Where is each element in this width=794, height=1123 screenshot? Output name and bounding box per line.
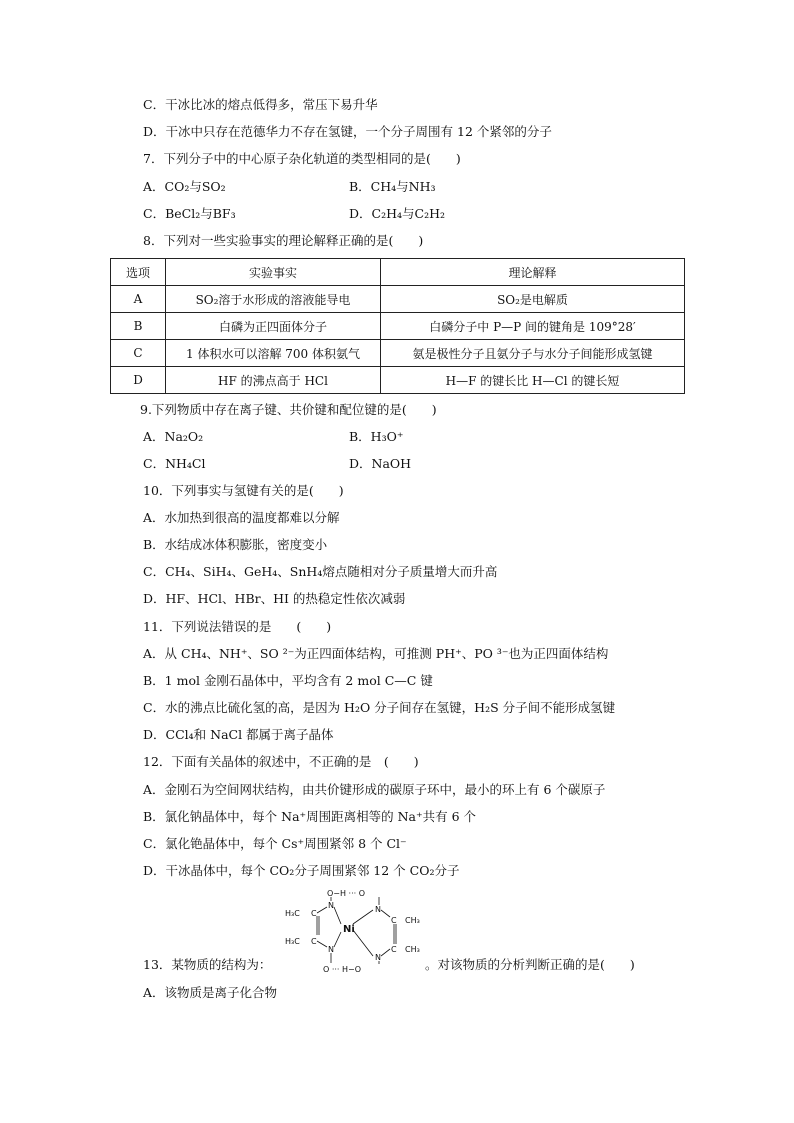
table-row	[111, 367, 685, 394]
table-cell: B	[111, 313, 166, 340]
left-bottom-carbon: C	[311, 937, 317, 946]
q10-stem: 10．下列事实与氢键有关的是( )	[143, 483, 344, 498]
q9-option-c: C．NH₄Cl	[143, 456, 206, 471]
q10-option-b: B．水结成冰体积膨胀，密度变小	[143, 537, 328, 552]
table-header-cell: 理论解释	[381, 259, 685, 286]
q10-option-c: C．CH₄、SiH₄、GeH₄、SnH₄熔点随相对分子质量增大而升高	[143, 564, 498, 579]
right-bottom-carbon: C	[391, 945, 397, 954]
q9-option-d: D．NaOH	[349, 456, 412, 471]
q8-stem: 8．下列对一些实验事实的理论解释正确的是( )	[143, 233, 424, 248]
q13-stem-tail: 。对该物质的分析判断正确的是( )	[425, 957, 635, 972]
right-bottom-nitrogen: N	[375, 953, 381, 962]
left-bottom-methyl: H₃C	[285, 937, 300, 946]
structure-svg	[283, 886, 425, 974]
q11-option-d: D．CCl₄和 NaCl 都属于离子晶体	[143, 727, 334, 742]
table-cell: 白磷为正四面体分子	[166, 313, 381, 340]
q11-option-a: A．从 CH₄、NH⁺、SO ²⁻为正四面体结构，可推测 PH⁺、PO ³⁻也为正四面体结构	[143, 646, 609, 661]
q12-option-b: B．氯化钠晶体中，每个 Na⁺周围距离相等的 Na⁺共有 6 个	[143, 809, 477, 824]
table-row	[111, 340, 685, 367]
table-cell: SO₂是电解质	[381, 286, 685, 313]
q12-option-c: C．氯化铯晶体中，每个 Cs⁺周围紧邻 8 个 Cl⁻	[143, 836, 407, 851]
q11-stem: 11．下列说法错误的是 ( )	[143, 619, 332, 634]
right-top-carbon: C	[391, 916, 397, 925]
table-row	[111, 286, 685, 313]
q7-option-c: C．BeCl₂与BF₃	[143, 206, 236, 221]
table-cell: A	[111, 286, 166, 313]
q10-option-a: A．水加热到很高的温度都难以分解	[143, 510, 340, 525]
right-top-nitrogen: N	[375, 905, 381, 914]
bottom-hydrogen-bridge: O ··· H−O	[323, 965, 362, 974]
q13-option-a: A．该物质是离子化合物	[143, 985, 278, 1000]
q12-stem: 12．下面有关晶体的叙述中，不正确的是 ( )	[143, 754, 419, 769]
top-hydrogen-bridge: O−H ··· O	[327, 889, 366, 898]
table-cell: C	[111, 340, 166, 367]
q11-option-b: B．1 mol 金刚石晶体中，平均含有 2 mol C—C 键	[143, 673, 433, 688]
table-cell: H—F 的键长比 H—Cl 的键长短	[381, 367, 685, 394]
q13-stem: 13．某物质的结构为：	[143, 957, 272, 972]
table-cell: SO₂溶于水形成的溶液能导电	[166, 286, 381, 313]
q7-option-a: A．CO₂与SO₂	[143, 179, 226, 194]
nickel-atom: Ni	[343, 924, 355, 935]
table-cell: 氨是极性分子且氨分子与水分子间能形成氢键	[381, 340, 685, 367]
table-cell: 白磷分子中 P—P 间的键角是 109°28′	[381, 313, 685, 340]
q6-option-c: C．干冰比冰的熔点低得多，常压下易升华	[143, 97, 378, 112]
table-header-cell: 选项	[111, 259, 166, 286]
q12-option-a: A．金刚石为空间网状结构，由共价键形成的碳原子环中，最小的环上有 6 个碳原子	[143, 782, 606, 797]
table-header-row	[111, 259, 685, 286]
left-top-methyl: H₃C	[285, 909, 300, 918]
right-top-methyl: CH₃	[405, 916, 420, 925]
q7-option-b: B．CH₄与NH₃	[349, 179, 436, 194]
q12-option-d: D．干冰晶体中，每个 CO₂分子周围紧邻 12 个 CO₂分子	[143, 863, 460, 878]
q6-option-d: D．干冰中只存在范德华力不存在氢键，一个分子周围有 12 个紧邻的分子	[143, 124, 552, 139]
q9-option-b: B．H₃O⁺	[349, 429, 404, 444]
q8-table	[110, 258, 685, 394]
q9-stem: 9.下列物质中存在离子键、共价键和配位键的是( )	[140, 402, 437, 417]
nickel-dimethylglyoxime-structure	[283, 886, 425, 974]
left-bottom-nitrogen: N	[328, 945, 334, 954]
left-top-nitrogen: N	[328, 901, 334, 910]
q9-option-a: A．Na₂O₂	[143, 429, 204, 444]
q7-option-d: D．C₂H₄与C₂H₂	[349, 206, 445, 221]
q7-stem: 7．下列分子中的中心原子杂化轨道的类型相同的是( )	[143, 151, 461, 166]
right-bottom-methyl: CH₃	[405, 945, 420, 954]
table-cell: 1 体积水可以溶解 700 体积氨气	[166, 340, 381, 367]
q11-option-c: C．水的沸点比硫化氢的高，是因为 H₂O 分子间存在氢键，H₂S 分子间不能形成氢键	[143, 700, 616, 715]
q10-option-d: D．HF、HCl、HBr、HI 的热稳定性依次减弱	[143, 591, 406, 606]
table-header-cell: 实验事实	[166, 259, 381, 286]
table-cell: D	[111, 367, 166, 394]
left-top-carbon: C	[311, 909, 317, 918]
table-row	[111, 313, 685, 340]
table-cell: HF 的沸点高于 HCl	[166, 367, 381, 394]
